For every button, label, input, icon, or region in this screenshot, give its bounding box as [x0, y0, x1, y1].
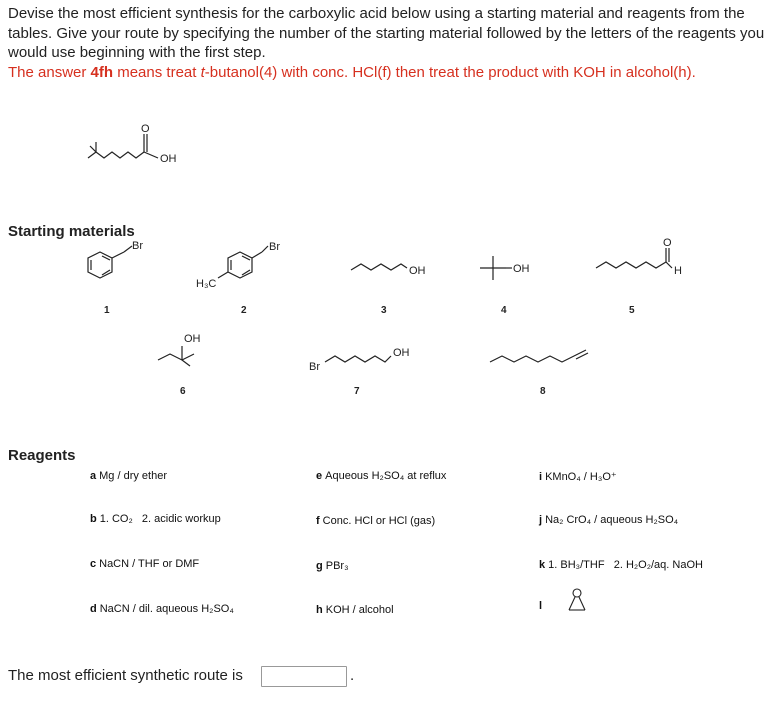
reagent-a-letter: a — [90, 470, 97, 482]
reagent-f — [316, 515, 435, 527]
sm8-number — [536, 383, 556, 397]
reagent-k-text: 1. BH₃/THF 2. H₂O₂/aq. NaOH — [548, 559, 703, 571]
reagent-d-letter: d — [90, 603, 97, 615]
reagents-heading: Reagents — [8, 447, 76, 464]
sm1-number — [100, 302, 120, 316]
reagent-e-text: Aqueous H₂SO₄ at reflux — [325, 470, 447, 482]
reagent-e — [316, 470, 446, 482]
sm8-number-label: 8 — [540, 386, 546, 397]
target-o-label: O — [141, 123, 150, 135]
reagent-b-letter: b — [90, 513, 97, 525]
reagent-j — [539, 514, 678, 526]
reagent-d — [90, 603, 234, 615]
sm4-oh-label: OH — [513, 263, 530, 275]
starting-material-3 — [345, 250, 435, 280]
starting-material-8 — [486, 340, 606, 370]
reagent-g-letter: g — [316, 560, 323, 572]
sm2-number-label: 2 — [241, 305, 247, 316]
example-code: 4fh — [90, 63, 114, 81]
example-rest: -butanol(4) with conc. HCl(f) then treat the product with KOH in alcohol(h). — [204, 63, 696, 81]
starting-materials-heading: Starting materials — [8, 223, 135, 240]
sm4-number — [497, 302, 517, 316]
reagent-j-text: Na₂ CrO₄ / aqueous H₂SO₄ — [545, 514, 679, 526]
sm2-br-label: Br — [269, 241, 280, 253]
reagent-b — [90, 513, 221, 525]
reagent-d-text: NaCN / dil. aqueous H₂SO₄ — [99, 603, 234, 615]
reagent-l-letter: l — [539, 600, 543, 612]
reagent-l-epoxide — [562, 588, 592, 618]
sm3-number-label: 3 — [381, 305, 387, 316]
reagent-b-text: 1. CO₂ 2. acidic workup — [99, 513, 221, 525]
sm7-number-label: 7 — [354, 386, 360, 397]
answer-prompt: The most efficient synthetic route is — [8, 667, 243, 684]
sm6-number — [176, 383, 196, 397]
reagent-i-letter: i — [539, 471, 543, 483]
sm4-number-label: 4 — [501, 305, 507, 316]
sm7-number — [350, 383, 370, 397]
example-text — [8, 64, 696, 81]
sm2-number — [237, 302, 257, 316]
reagent-k-letter: k — [539, 559, 546, 571]
sm5-h-label: H — [674, 265, 682, 277]
instructions — [8, 4, 773, 82]
starting-material-4 — [476, 250, 546, 286]
reagent-j-letter: j — [539, 514, 543, 526]
starting-material-5 — [592, 234, 692, 280]
sm1-number-label: 1 — [104, 305, 110, 316]
reagent-l — [539, 600, 545, 612]
reagent-h-text: KOH / alcohol — [325, 604, 394, 616]
reagent-a — [90, 470, 167, 482]
sm5-o-label: O — [663, 237, 672, 249]
reagent-g-text: PBr₃ — [325, 560, 349, 572]
example-t: t — [200, 63, 205, 81]
reagent-a-text: Mg / dry ether — [99, 470, 167, 482]
reagent-f-letter: f — [316, 515, 320, 527]
target-molecule — [80, 118, 190, 178]
sm1-br-label: Br — [132, 240, 143, 252]
starting-material-7 — [305, 340, 415, 376]
reagent-f-text: Conc. HCl or HCl (gas) — [322, 515, 436, 527]
sm6-number-label: 6 — [180, 386, 186, 397]
reagent-c-text: NaCN / THF or DMF — [99, 558, 200, 570]
reagent-e-letter: e — [316, 470, 323, 482]
example-prefix: The answer — [8, 63, 91, 81]
reagent-c-letter: c — [90, 558, 97, 570]
example-mid: means treat — [113, 63, 201, 81]
reagent-i — [539, 470, 617, 483]
sm3-oh-label: OH — [409, 265, 426, 277]
reagent-g — [316, 560, 349, 572]
answer-period: . — [350, 667, 355, 684]
sm7-oh-label: OH — [393, 347, 410, 359]
reagent-h-letter: h — [316, 604, 323, 616]
sm6-oh-label: OH — [184, 333, 201, 345]
instructions-text: Devise the most efficient synthesis for the carboxylic acid below using a starting material and reagents from the tables. Give your route by specifying the number of the starting material followed by the letters of the reagents you would use beginning with the first step. — [8, 5, 765, 61]
starting-material-2 — [190, 238, 290, 296]
starting-material-6 — [150, 330, 220, 370]
starting-material-1 — [82, 238, 152, 288]
reagent-c — [90, 558, 199, 570]
answer-input[interactable] — [261, 666, 347, 687]
sm5-number-label: 5 — [629, 305, 635, 316]
sm3-number — [377, 302, 397, 316]
target-oh-label: OH — [160, 153, 177, 165]
sm5-number — [625, 302, 645, 316]
sm7-br-label: Br — [309, 361, 320, 373]
reagent-i-text: KMnO₄ / H₃O⁺ — [545, 471, 617, 483]
reagent-h — [316, 604, 394, 616]
sm2-h3c-label: H₃C — [196, 278, 217, 290]
reagent-k — [539, 559, 703, 571]
